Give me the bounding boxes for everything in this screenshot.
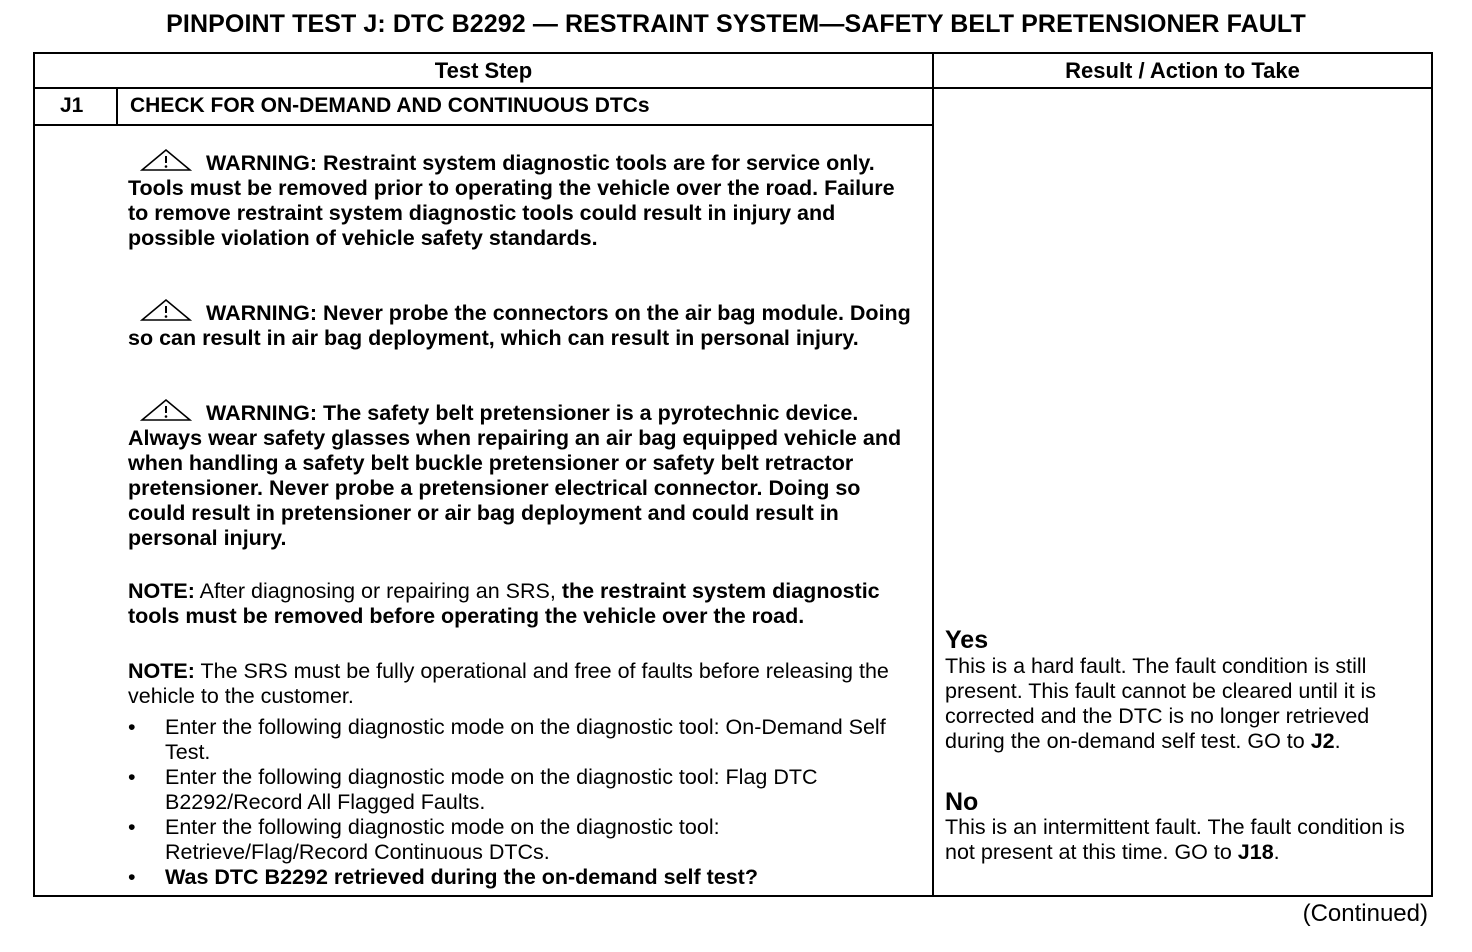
result-yes [945, 654, 1427, 754]
note-1-label: NOTE: [128, 579, 195, 603]
note-2-label: NOTE: [128, 659, 195, 683]
bullet-question: Was DTC B2292 retrieved during the on-demand self test? [165, 865, 758, 889]
bullet-marker: • [128, 765, 136, 789]
result-yes-goto: J2 [1310, 729, 1335, 753]
result-no-text: This is an intermittent fault. The fault condition is not present at this time. GO to [945, 815, 1405, 864]
warning-2-lead: WARNING: Never probe the connectors on the air bag [206, 301, 756, 325]
result-no-end: . [1273, 840, 1280, 864]
note-2 [128, 659, 918, 709]
header-test-step: Test Step [434, 58, 533, 83]
bullet-item [128, 865, 918, 890]
note-1 [128, 579, 918, 629]
result-no-label: No [945, 788, 979, 816]
bullet-marker: • [128, 865, 136, 889]
step-id-divider [116, 88, 118, 125]
continued-label: (Continued) [1302, 900, 1428, 927]
bullet-marker: • [128, 715, 136, 739]
warning-triangle-icon [140, 398, 192, 422]
warning-2 [128, 298, 918, 351]
bullet-text: Enter the following diagnostic mode on the diagnostic tool: Flag DTC B2292/Record All Flagged Faults. [165, 765, 818, 814]
note-1-bold-text: the restraint system diagnostic tools must be removed before operating the vehicle over the road. [128, 579, 880, 628]
step-title-divider [33, 124, 934, 126]
warning-2-text: module. Doing so can result in air bag deployment, which can result in personal injury. [128, 301, 911, 350]
bullet-item [128, 815, 918, 865]
step-title: CHECK FOR ON-DEMAND AND CONTINUOUS DTCs [130, 94, 650, 117]
warning-1-text: service only. Tools must be removed prior to operating the vehicle over the road. Failure to remove restraint system diagnostic tools could result in injury and possible violation of vehicle safety standards. [128, 151, 895, 250]
warning-3 [128, 398, 918, 551]
bullet-item [128, 765, 918, 815]
bullet-text: Enter the following diagnostic mode on the diagnostic tool: On-Demand Self Test. [165, 715, 886, 764]
bullet-text: Enter the following diagnostic mode on the diagnostic tool: Retrieve/Flag/Record Continuous DTCs. [165, 815, 720, 864]
page-title: PINPOINT TEST J: DTC B2292 — RESTRAINT SYSTEM—SAFETY BELT PRETENSIONER FAULT [166, 10, 1306, 38]
result-no [945, 815, 1427, 865]
warning-1 [128, 148, 918, 251]
warning-1-lead: WARNING: Restraint system diagnostic tools are for [206, 151, 741, 175]
step-id: J1 [60, 94, 84, 117]
bullet-item [128, 715, 918, 765]
column-divider [932, 52, 934, 897]
header-divider [33, 87, 1433, 89]
result-no-goto: J18 [1237, 840, 1274, 864]
result-yes-text: This is a hard fault. The fault condition is still present. This fault cannot be cleared until it is corrected and the DTC is no longer retrieved during the on-demand self test. GO to [945, 654, 1377, 753]
note-1-text: After diagnosing or repairing an SRS, [194, 579, 562, 603]
result-yes-label: Yes [945, 626, 989, 654]
result-yes-end: . [1334, 729, 1341, 753]
warning-triangle-icon [140, 298, 192, 322]
bullet-marker: • [128, 815, 136, 839]
warning-triangle-icon [140, 148, 192, 172]
note-2-text: The SRS must be fully operational and free of faults before releasing the vehicle to the customer. [128, 659, 889, 708]
warning-3-lead: WARNING: The safety belt pretensioner is a pyrotechnic [206, 401, 780, 425]
header-result-action: Result / Action to Take [1065, 58, 1300, 83]
warning-3-text: device. Always wear safety glasses when repairing an air bag equipped vehicle and when handling a safety belt buckle pretensioner or safety belt retractor pretensioner. Never probe a pretensioner electrical connector. Doing so could result in pretensioner or air bag deployment and could result in personal injury. [128, 401, 902, 550]
